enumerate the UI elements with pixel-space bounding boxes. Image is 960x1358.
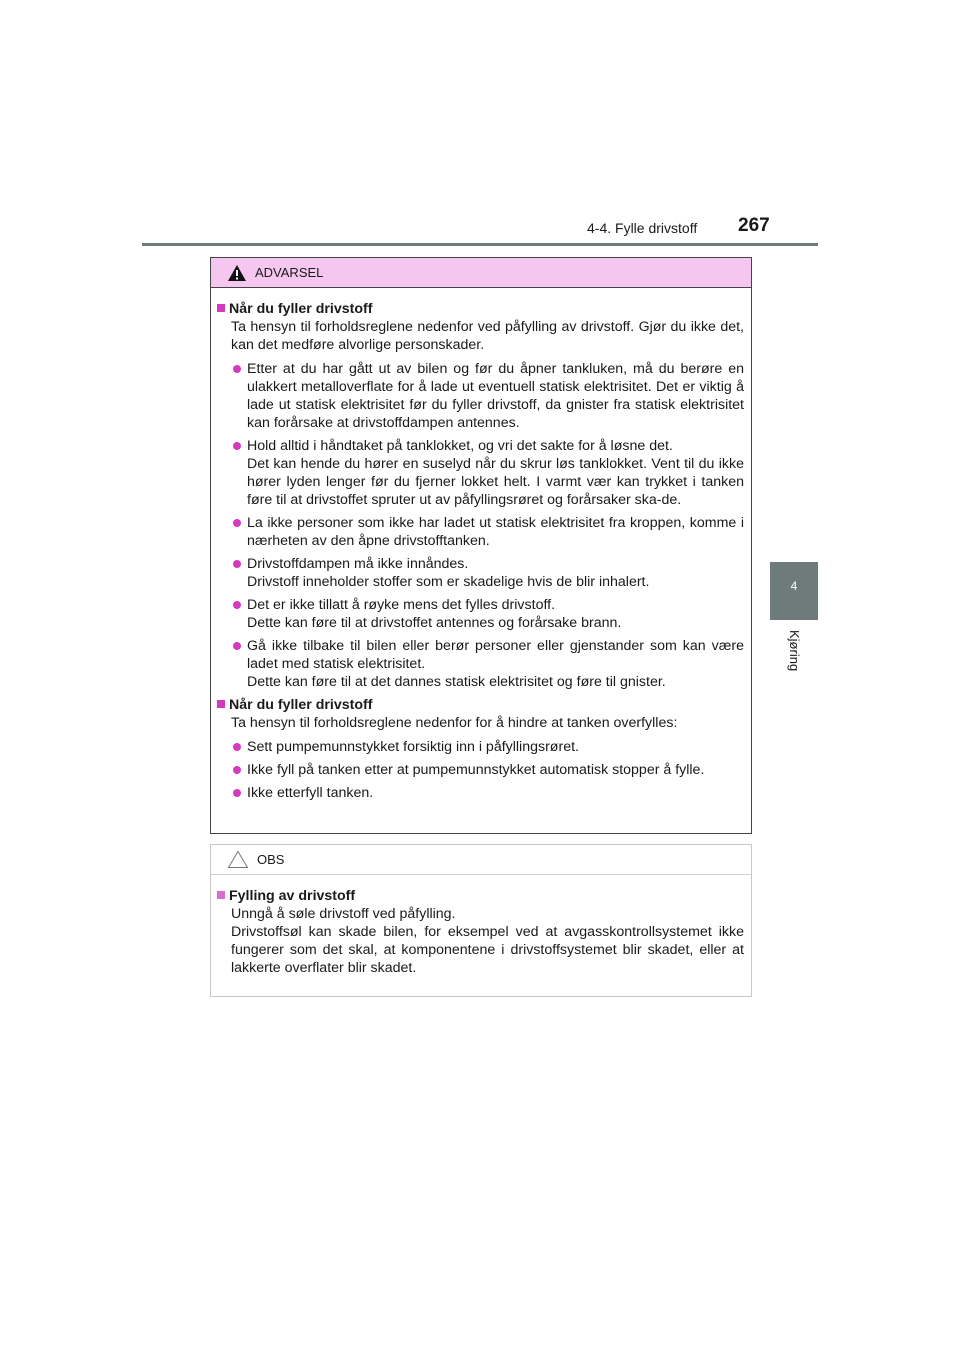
- bullet-dot-icon: [233, 519, 241, 527]
- caution-heading: Fylling av drivstoff: [217, 887, 744, 905]
- bullet-dot-icon: [233, 365, 241, 373]
- warning-section-intro: Ta hensyn til forholdsreglene nedenfor ved påfylling av drivstoff. Gjør du ikke det, kan det medføre alvorlige personskader.: [231, 319, 744, 353]
- warning-bullet-item: Etter at du har gått ut av bilen og før du åpner tankluken, må du berøre en ulakkert metalloverflate for å lade ut eventuell statisk elektrisitet. Det er viktig å lade ut statisk elektrisitet før du fyller drivstoff, da gnister fra statisk elektrisitet kan forårsake at drivstoffdampen antennes.: [217, 360, 744, 432]
- bullet-dot-icon: [233, 642, 241, 650]
- warning-bullet-item: Det er ikke tillatt å røyke mens det fylles drivstoff. Dette kan føre til at drivstoffet antennes og forårsake brann.: [217, 596, 744, 632]
- header-rule: [142, 243, 818, 246]
- warning-header: [211, 258, 751, 288]
- warning-bullet-item: Sett pumpemunnstykket forsiktig inn i påfyllingsrøret.: [217, 738, 744, 756]
- caution-text: Unngå å søle drivstoff ved påfylling. Drivstoffsøl kan skade bilen, for eksempel ved at avgasskontrollsystemet ikke fungerer som det skal, at komponentene i drivstoffsystemet blir skadet, eller at lakkerte overflater blir skadet.: [231, 906, 744, 976]
- warning-section-heading: Når du fyller drivstoff: [217, 696, 744, 714]
- warning-title: ADVARSEL: [255, 265, 324, 280]
- warning-bullet-item: Ikke fyll på tanken etter at pumpemunnstykket automatisk stopper å fylle.: [217, 761, 744, 779]
- bullet-dot-icon: [233, 789, 241, 797]
- bullet-dot-icon: [233, 766, 241, 774]
- warning-body: [211, 288, 751, 802]
- warning-section-heading: Når du fyller drivstoff: [217, 300, 744, 318]
- chapter-tab: 4: [770, 562, 818, 620]
- warning-box: [210, 257, 752, 834]
- caution-title: OBS: [257, 852, 285, 867]
- bullet-dot-icon: [233, 743, 241, 751]
- warning-bullet-item: Hold alltid i håndtaket på tanklokket, og vri det sakte for å løsne det. Det kan hende du hører en suselyd når du skrur løs tanklokket. Vent til du ikke hører lyden lenger før du fjerner lokket helt. I varmt vær kan trykket i tanken føre til at drivstoffet spruter ut av påfyllingsrøret og forårsaker ska-de.: [217, 437, 744, 509]
- bullet-dot-icon: [233, 601, 241, 609]
- caution-box: [210, 844, 752, 997]
- warning-bullet-item: Ikke etterfyll tanken.: [217, 784, 744, 802]
- bullet-dot-icon: [233, 442, 241, 450]
- warning-bullet-item: La ikke personer som ikke har ladet ut statisk elektrisitet fra kroppen, komme i nærheten av den åpne drivstofftanken.: [217, 514, 744, 550]
- warning-bullet-item: Drivstoffdampen må ikke innåndes. Drivstoff inneholder stoffer som er skadelige hvis de blir inhalert.: [217, 555, 744, 591]
- warning-triangle-icon: [227, 264, 247, 282]
- caution-triangle-icon: [227, 850, 249, 869]
- section-title: 4-4. Fylle drivstoff: [587, 220, 698, 236]
- bullet-dot-icon: [233, 560, 241, 568]
- chapter-label: Kjøring: [787, 630, 802, 672]
- caution-body: [211, 875, 751, 977]
- warning-section-intro: Ta hensyn til forholdsreglene nedenfor for å hindre at tanken overfylles:: [231, 715, 678, 731]
- warning-bullet-item: Gå ikke tilbake til bilen eller berør personer eller gjenstander som kan være ladet med statisk elektrisitet. Dette kan føre til at det dannes statisk elektrisitet og føre til gnister.: [217, 637, 744, 691]
- page-number: 267: [738, 215, 770, 236]
- caution-header: [211, 845, 751, 875]
